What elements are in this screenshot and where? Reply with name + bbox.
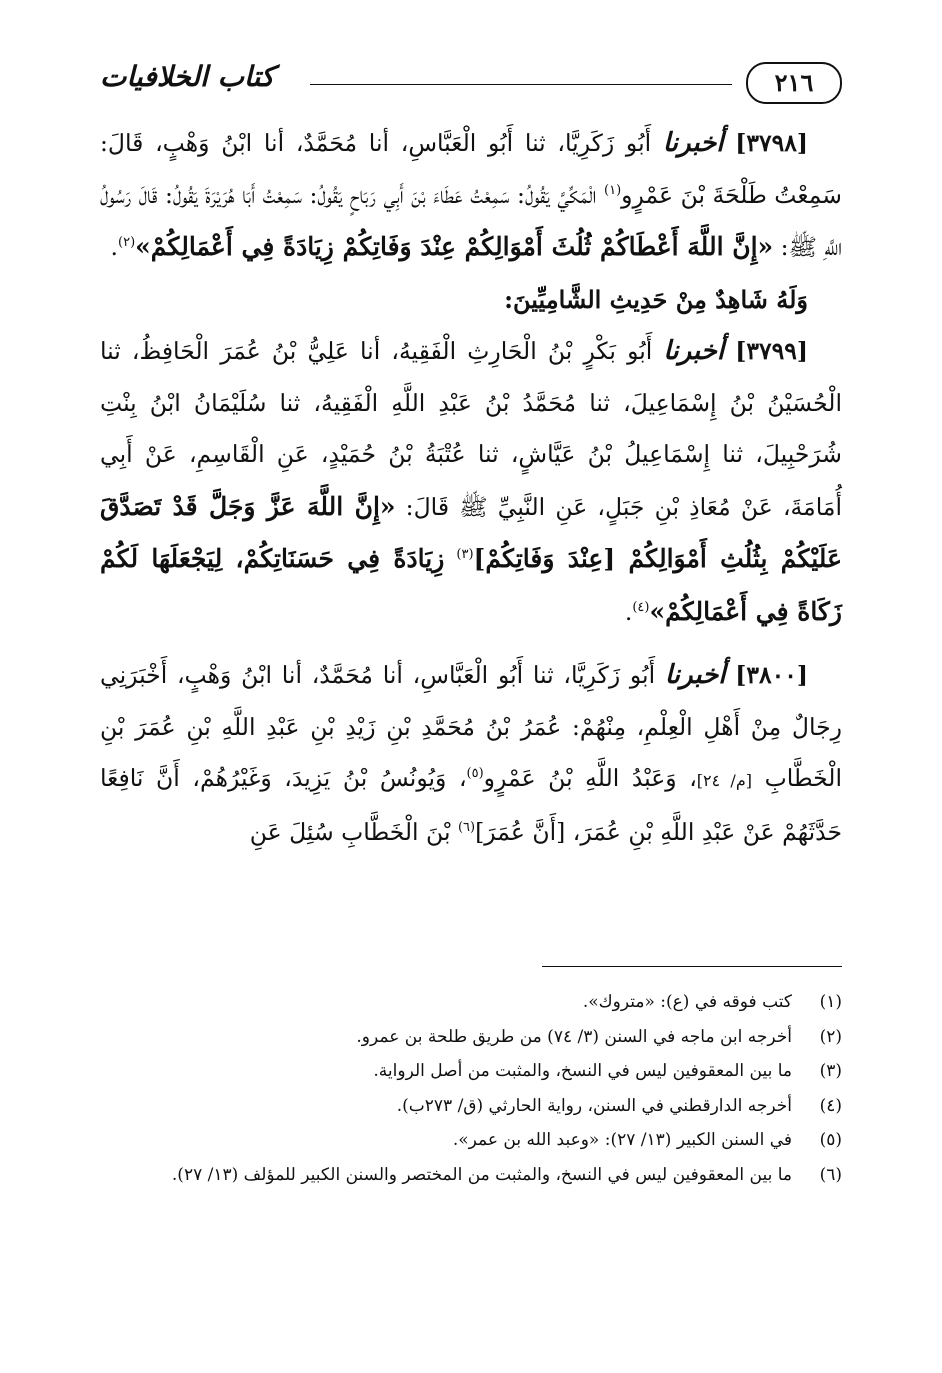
footnote-ref: (٤): [632, 599, 650, 615]
footnote-number: (٤): [819, 1095, 842, 1116]
footnotes: [100, 985, 842, 1192]
isnad-text: ، وَيُونُسُ بْنُ يَزِيدَ، وَغَيْرُهُمْ، أَنَّ نَافِعًا حَدَّثَهُمْ عَنْ عَبْدِ اللَّهِ بْنِ عُمَرَ، [أَنَّ عُمَرَ]: [100, 764, 842, 846]
footnote-ref: (٥): [466, 766, 484, 782]
hadith-number: [٣٧٩٩]: [735, 337, 808, 365]
main-text: [100, 118, 842, 858]
isnad-text: أَبُو زَكَرِيَّا، ثنا أَبُو الْعَبَّاسِ، أنا مُحَمَّدٌ، أنا ابْنُ وَهْبٍ، قَالَ: سَمِعْتُ طَلْحَةَ بْنَ عَمْرٍو: [100, 129, 842, 209]
book-title: كتاب الخلافيات: [100, 60, 275, 93]
footnote-item: [100, 1089, 842, 1124]
hadith-number: [٣٧٩٨]: [735, 129, 808, 157]
witness-heading: [100, 274, 842, 327]
footnote-number: (٥): [819, 1130, 842, 1150]
footnote-number: (٢): [819, 1026, 842, 1047]
akhbarana-word: أخبرنا: [662, 128, 724, 158]
footnote-separator: [542, 966, 842, 967]
footnote-number: (٣): [819, 1061, 842, 1081]
footnote-item: [100, 1020, 842, 1055]
footnote-text: كتب فوقه في (ع): «متروك».: [582, 992, 792, 1012]
footnote-item: [100, 985, 842, 1020]
footnote-number: (١): [819, 992, 842, 1012]
footnote-number: (٦): [819, 1164, 842, 1185]
hadith-3800: [100, 650, 842, 858]
hadith-matn: زِيَادَةً فِي حَسَنَاتِكُمْ، لِيَجْعَلَهَا لَكُمْ زَكَاةً فِي أَعْمَالِكُمْ»: [100, 544, 842, 626]
hadith-matn: «إِنَّ اللَّهَ عَزَّ وَجَلَّ قَدْ تَصَدَّقَ عَلَيْكُمْ بِثُلُثِ أَمْوَالِكُمْ [عِنْدَ وَفَاتِكُمْ]: [100, 491, 842, 573]
isnad-text: بْنَ الْخَطَّابِ سُئِلَ عَنِ: [249, 817, 451, 846]
page-header: [100, 62, 842, 112]
footnote-text: ما بين المعقوفين ليس في النسخ، والمثبت من أصل الرواية.: [373, 1061, 792, 1081]
footnote-text: أخرجه ابن ماجه في السنن (٣/ ٧٤) من طريق طلحة بن عمرو.: [356, 1026, 792, 1047]
footnote-item: [100, 1123, 842, 1158]
hadith-number: [٣٨٠٠]: [735, 661, 808, 689]
akhbarana-word: أخبرنا: [663, 336, 725, 366]
akhbarana-word: أخبرنا: [664, 660, 726, 690]
page-number: ٢١٦: [746, 62, 842, 104]
footnote-ref: (١): [604, 182, 622, 198]
isnad-text: ، وَعَبْدُ اللَّهِ بْنُ عَمْرٍو: [483, 764, 697, 792]
footnote-text: في السنن الكبير (١٣/ ٢٧): «وعبد الله بن عمر».: [452, 1130, 792, 1150]
period: .: [110, 233, 119, 261]
footnote-text: أخرجه الدارقطني في السنن، رواية الحارثي (ق/ ٢٧٣ب).: [396, 1095, 792, 1116]
hadith-matn: «إِنَّ اللَّهَ أَعْطَاكُمْ ثُلُثَ أَمْوَالِكُمْ عِنْدَ وَفَاتِكُمْ زِيَادَةً فِي أَعْمَالِكُمْ»: [135, 232, 774, 261]
isnad-text: أَبُو بَكْرٍ بْنُ الْحَارِثِ الْفَقِيهُ، أنا عَلِيُّ بْنُ عُمَرَ الْحَافِظُ، ثنا الْحُسَيْنُ بْنُ إِسْمَاعِيلَ، ثنا مُحَمَّدُ بْنُ عَبْدِ اللَّهِ الْفَقِيهُ، ثنا سُلَيْمَانُ ابْنُ بِنْتِ شُرَحْبِيلَ، ثنا إِسْمَاعِيلُ بْنُ عَيَّاشٍ، ثنا عُتْبَةُ بْنُ حُمَيْدٍ، عَنِ الْقَاسِمِ، عَنْ أَبِي أُمَامَةَ، عَنْ مُعَاذِ بْنِ جَبَلٍ، عَنِ النَّبِيِّ ﷺ قَالَ:: [100, 337, 842, 521]
footnote-ref: (٣): [456, 547, 474, 563]
footnote-item: [100, 1054, 842, 1089]
footnote-ref: (٢): [118, 235, 136, 251]
isnad-text: أَبُو زَكَرِيَّا، ثنا أَبُو الْعَبَّاسِ، أنا مُحَمَّدٌ، أنا ابْنُ وَهْبٍ، أَخْبَرَنِي رِجَالٌ مِنْ أَهْلِ الْعِلْمِ، مِنْهُمْ: عُمَرُ بْنُ مُحَمَّدِ بْنِ زَيْدِ بْنِ عَبْدِ اللَّهِ بْنِ عُمَرَ بْنِ الْخَطَّابِ: [100, 661, 842, 792]
witness-text: وَلَهُ شَاهِدٌ مِنْ حَدِيثِ الشَّامِيِّينَ:: [504, 284, 808, 314]
footnote-item: [100, 1158, 842, 1193]
hadith-3798: [100, 118, 842, 274]
header-rule: [310, 84, 732, 85]
hadith-3799: [100, 326, 842, 638]
manuscript-marker: [م/ ٢٤]: [696, 771, 752, 790]
footnote-text: ما بين المعقوفين ليس في النسخ، والمثبت من المختصر والسنن الكبير للمؤلف (١٣/ ٢٧).: [171, 1164, 792, 1185]
period: .: [624, 597, 633, 626]
isnad-text: الْمَكِّيَّ يَقُولُ: سَمِعْتُ عَطَاءَ بْنَ أَبِي رَبَاحٍ يَقُولُ: سَمِعْتُ أَبَا هُرَيْرَةَ يَقُولُ: قَالَ رَسُولُ اللَّهِ ﷺ:: [100, 180, 842, 261]
footnote-ref: (٦): [457, 819, 476, 835]
